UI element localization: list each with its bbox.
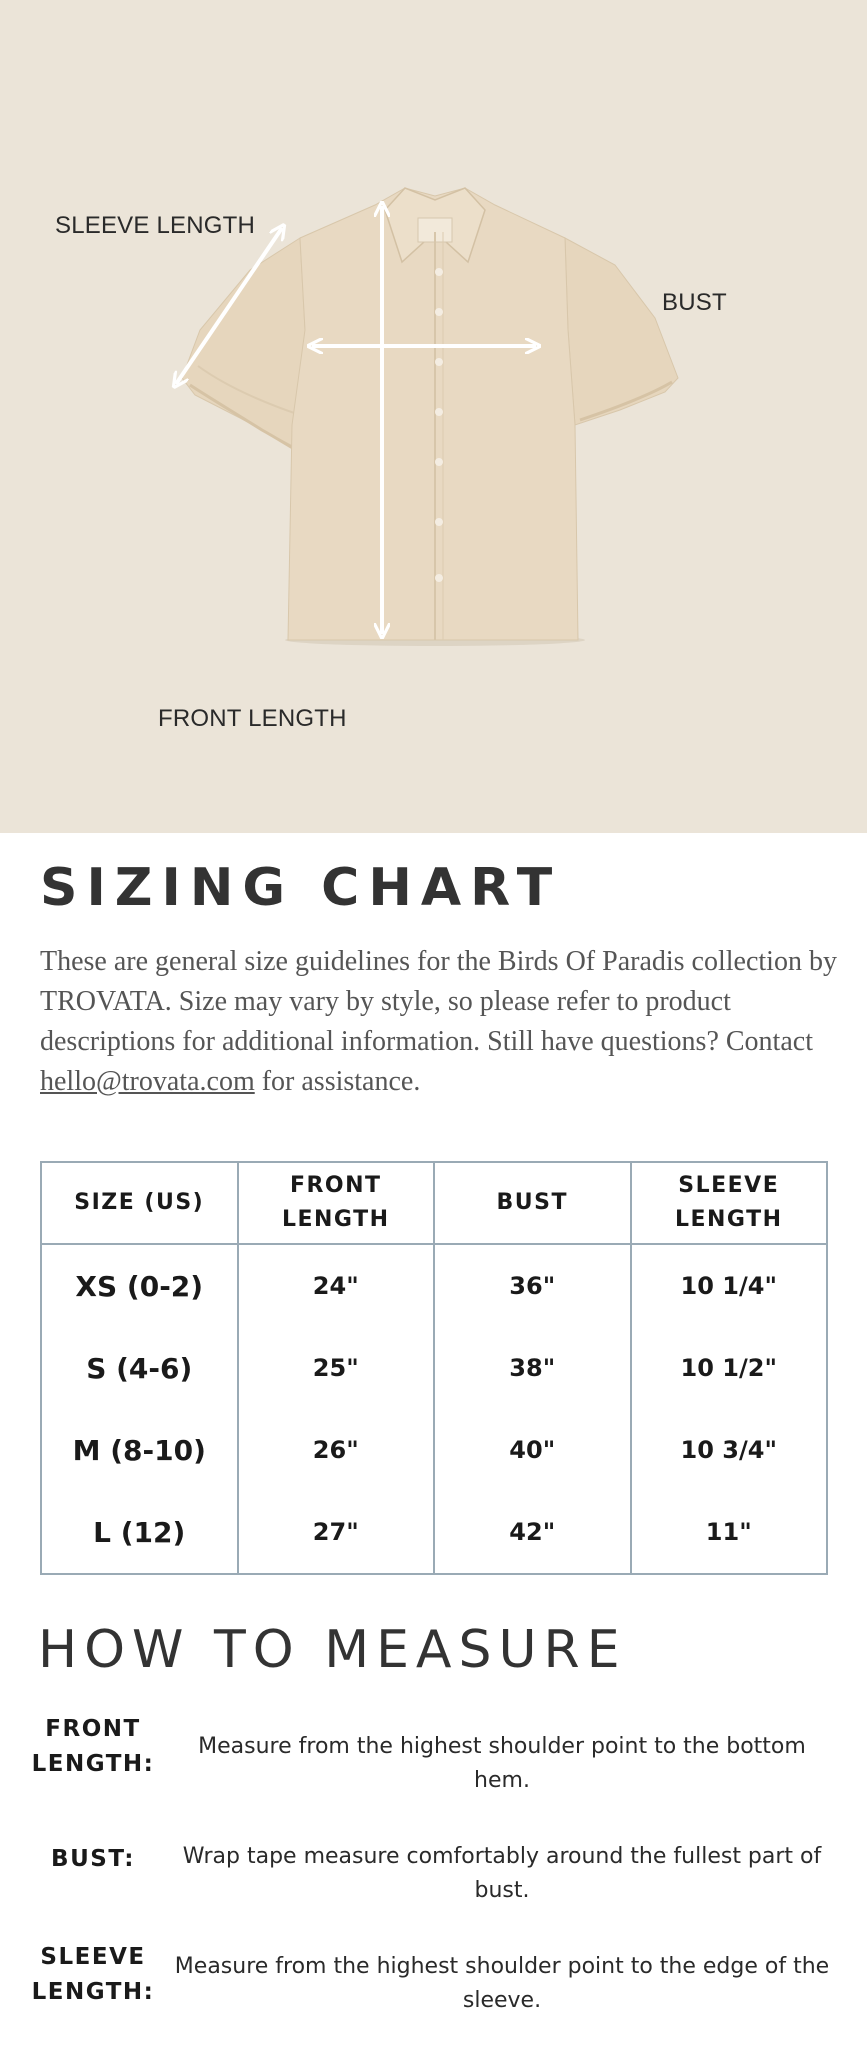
sleeve-length-cell: 10 3/4" [631,1409,828,1491]
how-to-measure-title: HOW TO MEASURE [38,1620,627,1680]
bust-cell: 38" [434,1327,631,1409]
table-row [41,1327,827,1409]
measure-description: Measure from the highest shoulder point to the edge of the sleeve. [174,1954,830,2013]
product-image [0,0,867,833]
bust-cell: 40" [434,1409,631,1491]
front-length-cell: 25" [238,1327,435,1409]
front-length-cell: 27" [238,1491,435,1574]
bust-cell: 36" [434,1244,631,1327]
table-row [41,1244,827,1327]
header-front-length: FRONT LENGTH [238,1162,435,1244]
header-sleeve-length: SLEEVE LENGTH [631,1162,828,1244]
intro-text: These are general size guidelines for the Birds Of Paradis collection by TROVATA. Size may vary by style, so please refer to product descriptions for additional information. Still have questions? Contact [40,946,837,1057]
table-row [41,1491,827,1574]
sleeve-length-cell: 11" [631,1491,828,1574]
front-length-cell: 24" [238,1244,435,1327]
header-size: SIZE (US) [41,1162,238,1244]
header-bust: BUST [434,1162,631,1244]
intro-suffix: for assistance. [261,1066,421,1097]
measure-description: Wrap tape measure comfortably around the fullest part of bust. [182,1844,822,1903]
measure-description: Measure from the highest shoulder point to the bottom hem. [198,1734,806,1793]
size-cell: S (4-6) [41,1327,238,1409]
intro-paragraph [40,942,840,1102]
page-title: SIZING CHART [40,858,562,918]
measure-label: FRONT LENGTH: [31,1716,155,1777]
sleeve-length-cell: 10 1/2" [631,1327,828,1409]
right-sleeve [565,238,678,425]
size-table [40,1161,828,1575]
bust-cell: 42" [434,1491,631,1574]
table-header-row [41,1162,827,1244]
table-row [41,1409,827,1491]
front-length-cell: 26" [238,1409,435,1491]
size-cell: M (8-10) [41,1409,238,1491]
measure-label: BUST: [51,1846,135,1872]
sleeve-length-label: SLEEVE LENGTH [55,212,256,239]
shirt-illustration [0,0,867,833]
shirt-body [288,188,578,640]
size-cell: L (12) [41,1491,238,1574]
sleeve-length-cell: 10 1/4" [631,1244,828,1327]
size-cell: XS (0-2) [41,1244,238,1327]
contact-email-link[interactable]: hello@trovata.com [40,1066,255,1097]
front-length-label: FRONT LENGTH [158,705,347,732]
measure-label: SLEEVE LENGTH: [31,1944,155,2005]
bust-label: BUST [662,289,727,316]
